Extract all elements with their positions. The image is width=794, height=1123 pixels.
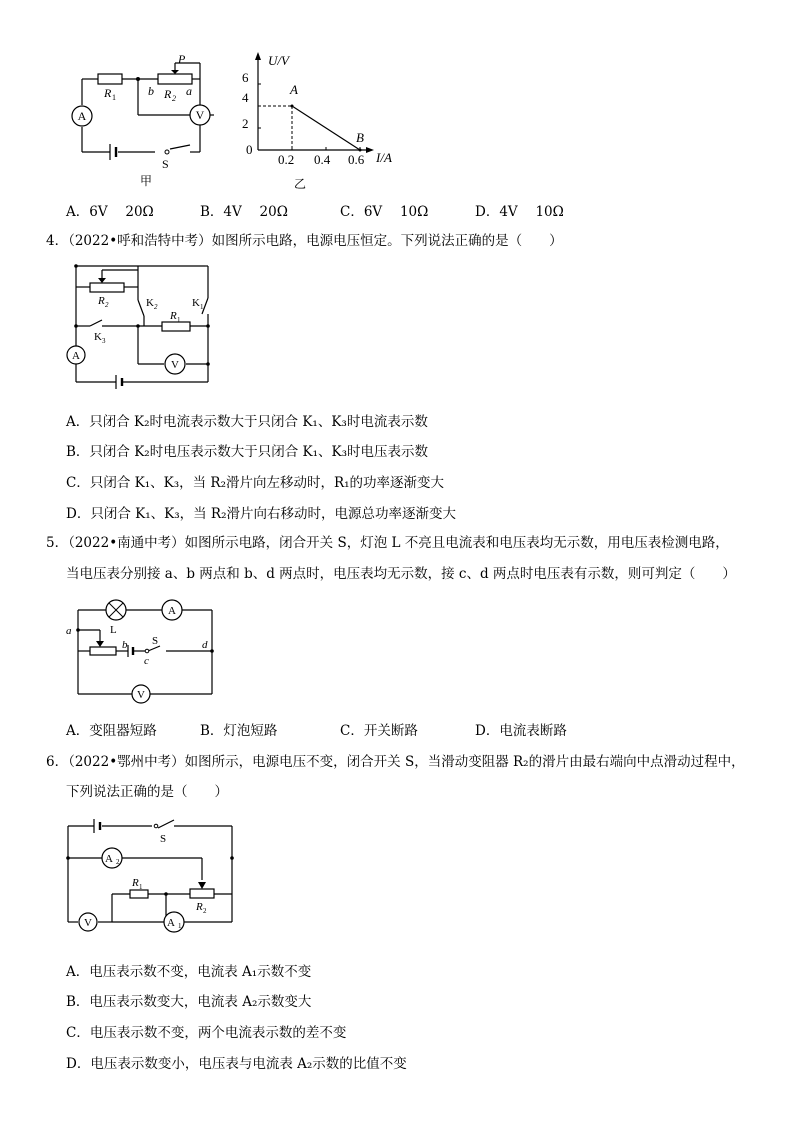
svg-text:2: 2 [154, 303, 158, 311]
q5-s-label: S [152, 635, 159, 647]
q6-s-label: S [160, 833, 167, 845]
q4-option-d[interactable]: D．只闭合 K₁、K₃，当 R₂滑片向右移动时，电源总功率逐渐变大 [66, 506, 456, 522]
q5-stem-line1: 5．（2022•南通中考）如图所示电路，闭合开关 S，灯泡 L 不亮且电流表和电压表均无示数，用电压表检测电路， [46, 535, 729, 551]
q5-option-a[interactable]: A．变阻器短路 [66, 723, 157, 739]
q5-stem-line2: 当电压表分别接 a、b 两点和 b、d 两点时，电压表均无示数，接 c、d 两点时电压表有示数，则可判定（ ） [66, 566, 736, 582]
q6-stem-line2: 下列说法正确的是（ ） [66, 784, 228, 800]
q4-k3-label: K [94, 331, 102, 343]
svg-text:1: 1 [112, 93, 116, 102]
q4-k2-label: K [146, 297, 154, 309]
q6-r1-label: R [132, 877, 139, 889]
q6-option-a[interactable]: A．电压表示数不变，电流表 A₁示数不变 [66, 964, 312, 980]
ytick-6: 6 [242, 70, 249, 85]
svg-text:3: 3 [102, 337, 106, 345]
graph-xlabel: I/A [376, 150, 392, 165]
jia-r2-label: R [164, 87, 172, 101]
q5-ammeter-label: A [168, 605, 176, 617]
q4-circuit [60, 262, 220, 390]
fig-yi-caption: 乙 [294, 177, 307, 191]
q5-l-label: L [110, 624, 117, 636]
ytick-2: 2 [242, 116, 249, 131]
q3-option-a[interactable]: A．6V 20Ω [66, 204, 154, 220]
q4-ammeter-label: A [72, 350, 80, 362]
q6-circuit [60, 816, 240, 946]
q4-k1-label: K [192, 297, 200, 309]
q4-option-b[interactable]: B．只闭合 K₂时电压表示数大于只闭合 K₁、K₃时电压表示数 [66, 444, 428, 460]
jia-ammeter-label: A [77, 109, 87, 123]
point-b-label: B [356, 130, 364, 145]
q5-option-d[interactable]: D．电流表断路 [475, 723, 567, 739]
q5-d-label: d [202, 639, 208, 651]
q3-circuit-jia [60, 52, 220, 188]
q3-option-d[interactable]: D．4V 10Ω [475, 204, 564, 220]
jia-voltmeter-label: V [195, 108, 205, 122]
q5-a-label: a [66, 625, 72, 637]
q3-graph-yi [240, 52, 410, 192]
jia-p-label: P [178, 52, 186, 66]
q6-r2-label: R [196, 901, 203, 913]
q6-option-c[interactable]: C．电压表示数不变，两个电流表示数的差不变 [66, 1025, 347, 1041]
svg-text:2: 2 [172, 94, 176, 103]
q5-option-c[interactable]: C．开关断路 [340, 723, 418, 739]
svg-text:2: 2 [105, 301, 109, 309]
svg-text:1: 1 [200, 303, 204, 311]
q4-r1-label: R [170, 310, 177, 322]
q6-a1-label: A [167, 917, 175, 929]
q6-option-d[interactable]: D．电压表示数变小，电压表与电流表 A₂示数的比值不变 [66, 1056, 407, 1072]
fig-jia-caption: 甲 [140, 174, 153, 188]
xtick-0.4: 0.4 [314, 152, 331, 167]
svg-text:2: 2 [116, 858, 120, 866]
point-a [291, 105, 294, 108]
q6-voltmeter-label: V [84, 917, 92, 929]
q4-voltmeter-label: V [171, 359, 179, 371]
q5-voltmeter-label: V [137, 689, 145, 701]
q5-c-label: c [144, 655, 149, 667]
xtick-0.6: 0.6 [348, 152, 365, 167]
jia-s-label: S [162, 157, 169, 171]
q4-r2-label: R [98, 295, 105, 307]
jia-b-label: b [148, 84, 154, 98]
svg-text:2: 2 [203, 907, 207, 915]
q5-circuit [62, 598, 222, 706]
svg-text:1: 1 [178, 922, 182, 930]
ytick-4: 4 [242, 90, 249, 105]
series-line-ab [292, 106, 360, 150]
point-a-label: A [290, 82, 298, 97]
q3-option-c[interactable]: C．6V 10Ω [340, 204, 429, 220]
svg-text:1: 1 [177, 316, 181, 324]
q4-stem: 4．（2022•呼和浩特中考）如图所示电路，电源电压恒定。下列说法正确的是（ ） [46, 233, 563, 249]
q4-option-a[interactable]: A．只闭合 K₂时电流表示数大于只闭合 K₁、K₃时电流表示数 [66, 414, 428, 430]
q4-option-c[interactable]: C．只闭合 K₁、K₃，当 R₂滑片向左移动时，R₁的功率逐渐变大 [66, 475, 445, 491]
xtick-0.2: 0.2 [278, 152, 295, 167]
q5-b-label: b [122, 639, 128, 651]
q6-stem-line1: 6．（2022•鄂州中考）如图所示，电源电压不变，闭合开关 S，当滑动变阻器 R₂的滑片由最右端向中点滑动过程中， [46, 754, 745, 770]
graph-ylabel: U/V [268, 53, 289, 68]
ytick-0: 0 [246, 142, 253, 157]
q5-option-b[interactable]: B．灯泡短路 [200, 723, 278, 739]
q6-a2-label: A [105, 853, 113, 865]
q3-option-b[interactable]: B．4V 20Ω [200, 204, 288, 220]
jia-r1-label: R [104, 86, 112, 100]
jia-a-label: a [186, 84, 192, 98]
q6-option-b[interactable]: B．电压表示数变大，电流表 A₂示数变大 [66, 994, 312, 1010]
svg-text:1: 1 [139, 883, 143, 891]
